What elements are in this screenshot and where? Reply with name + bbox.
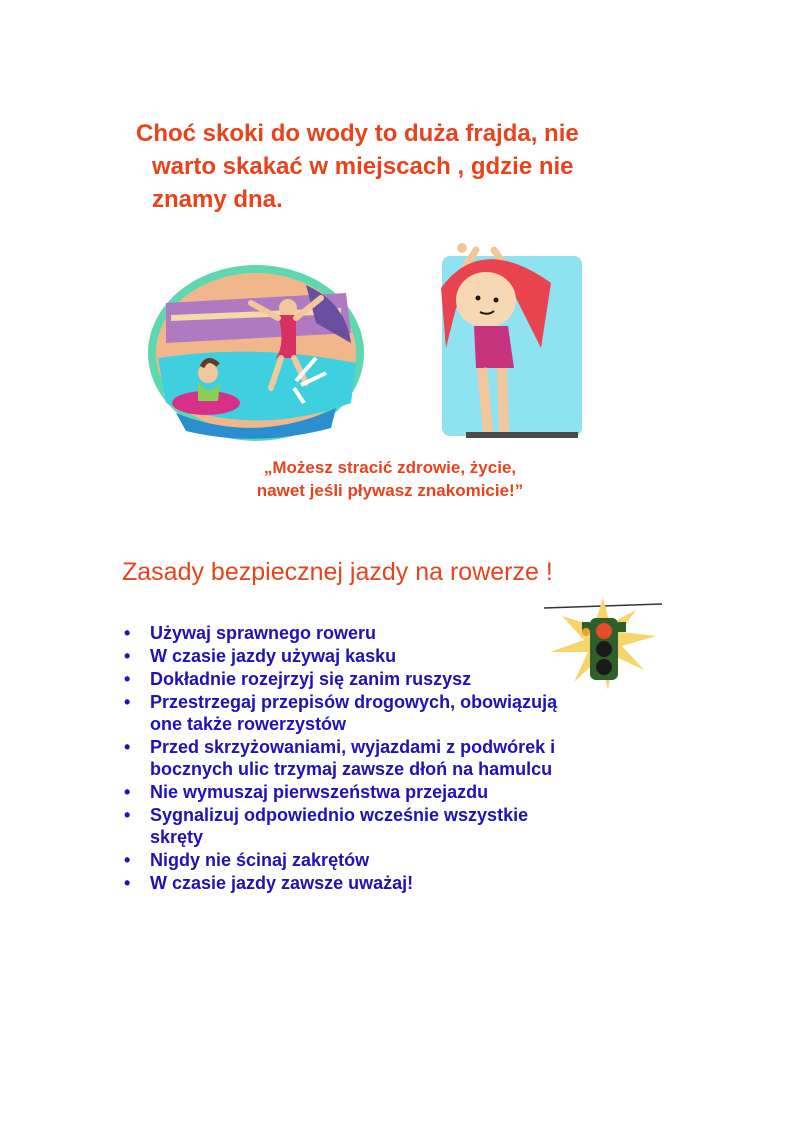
- list-item: [122, 691, 722, 735]
- list-item: [122, 645, 722, 667]
- list-item: [122, 736, 722, 780]
- diver-clipart: [436, 238, 586, 443]
- bullet: •: [124, 873, 131, 893]
- bullet: •: [124, 782, 131, 802]
- bullet: •: [124, 646, 131, 666]
- list-item: [122, 781, 722, 803]
- rule-text: Przestrzegaj przepisów drogowych, obowiązują one także rowerzystów: [150, 692, 558, 734]
- safety-quote-line-2: nawet jeśli pływasz znakomicie!”: [256, 481, 524, 500]
- bullet: •: [124, 737, 131, 757]
- list-item: [122, 804, 722, 848]
- list-item: [122, 849, 722, 871]
- safety-quote: [150, 456, 630, 502]
- swimming-clipart: [146, 263, 366, 443]
- diving-warning-line-2: warto skakać w miejscach , gdzie nie: [152, 153, 574, 180]
- bullet: •: [124, 850, 131, 870]
- rule-text: Przed skrzyżowaniami, wyjazdami z podwórek i bocznych ulic trzymaj zawsze dłoń na hamulcu: [150, 737, 556, 779]
- cycling-rules-list: [122, 622, 722, 895]
- diving-warning-line-1: Choć skoki do wody to duża frajda, nie: [136, 120, 579, 147]
- list-item: [122, 872, 722, 894]
- list-item: [122, 668, 722, 690]
- rule-text: Nigdy nie ścinaj zakrętów: [150, 850, 370, 870]
- rule-text: Używaj sprawnego roweru: [150, 623, 377, 643]
- bullet: •: [124, 669, 131, 689]
- rule-text: W czasie jazdy zawsze uważaj!: [150, 873, 414, 893]
- bullet: •: [124, 623, 131, 643]
- rule-text: Sygnalizuj odpowiednio wcześnie wszystkie skręty: [150, 805, 529, 847]
- diving-warning-heading: [136, 117, 696, 216]
- cycling-rules-heading: Zasady bezpiecznej jazdy na rowerze !: [122, 558, 553, 586]
- rule-text: Nie wymuszaj pierwszeństwa przejazdu: [150, 782, 489, 802]
- rule-text: W czasie jazdy używaj kasku: [150, 646, 397, 666]
- list-item: [122, 622, 722, 644]
- bullet: •: [124, 692, 131, 712]
- rule-text: Dokładnie rozejrzyj się zanim ruszysz: [150, 669, 472, 689]
- diving-warning-line-3: znamy dna.: [152, 186, 283, 213]
- bullet: •: [124, 805, 131, 825]
- safety-quote-line-1: „Możesz stracić zdrowie, życie,: [263, 458, 517, 477]
